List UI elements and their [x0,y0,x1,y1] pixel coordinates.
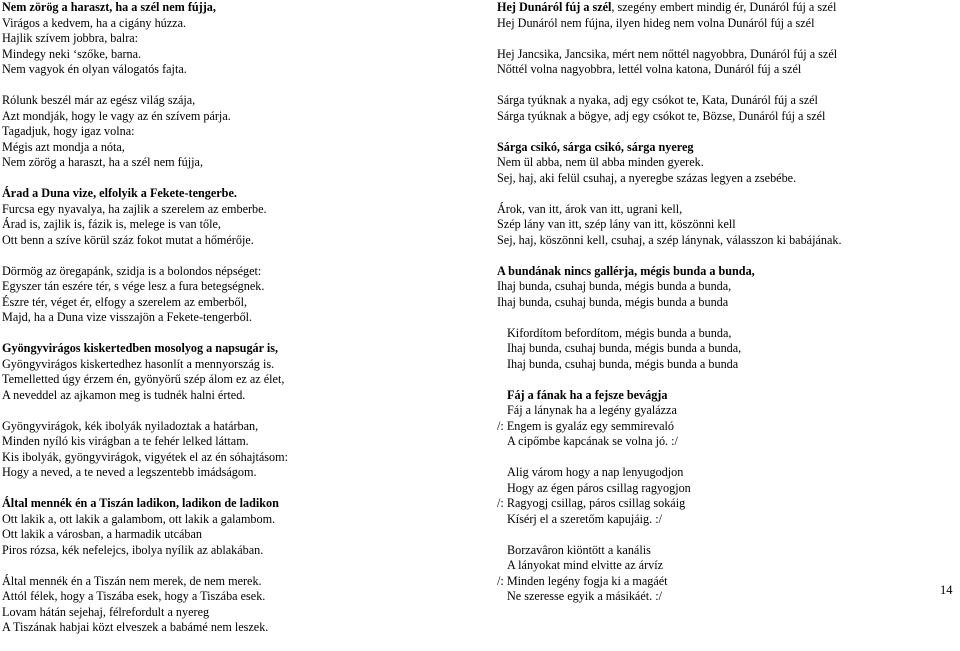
verse-line: Nőttél volna nagyobbra, lettél volna katona, Dunáról fúj a szél [497,62,802,76]
verse-line: Hej Dunáról nem fújna, ilyen hideg nem volna Dunáról fúj a szél [497,15,815,30]
verse-line: Által mennék én a Tiszán nem merek, de nem merek. [2,573,262,588]
verse-line: Hej Jancsika, Jancsika, mért nem nőttél nagyobbra, Dunáról fúj a szél [497,46,838,61]
verse-line: A Tiszának habjai közt elveszek a babámé nem leszek. [2,620,269,634]
verse-line: Sárga csikó, sárga csikó, sárga nyereg [497,139,694,154]
stanza [2,264,472,326]
stanza [497,543,957,605]
verse-line: Gyöngyvirágok, kék ibolyák nyiladoztak a határban, [2,418,259,433]
right-column [497,0,957,620]
verse-line: Ihaj bunda, csuhaj bunda, mégis bunda a bunda, [507,341,742,355]
verse-line: Sej, haj, aki felül csuhaj, a nyeregbe százas legyen a zsebébe. [497,170,797,185]
verse-line: A cipőmbe kapcának se volna jó. :/ [507,434,678,448]
verse-line: Minden nyíló kis virágban a te fehér lelked láttam. [2,434,249,448]
verse-line: Ihaj bunda, csuhaj bunda, mégis bunda a bunda, [497,279,732,293]
verse-line: Sej, haj, köszönni kell, csuhaj, a szép lánynak, válasszon ki babájának. [497,232,842,247]
verse-line: Lovam hátán sejehaj, félrefordult a nyereg [2,604,210,619]
verse-line: Virágos a kedvem, ha a cigány húzza. [2,15,187,30]
verse-line: Fáj a fának ha a fejsze bevágja [507,387,668,402]
verse-line: Kis ibolyák, gyöngyvirágok, vigyétek el az én sóhajtásom: [2,449,289,464]
verse-line: /: Minden legény fogja ki a magáét [497,573,668,588]
verse-line: Mégis azt mondja a nóta, [2,139,125,154]
verse-line: Kifordítom befordítom, mégis bunda a bunda, [507,325,732,340]
verse-line-rest: , szegény embert mindig ér, Dunáról fúj a szél [611,0,837,14]
verse-line: Árad a Duna vize, elfolyik a Fekete-tengerbe. [2,186,237,200]
verse-line: A neveddel az ajkamon meg is tudnék halni érted. [2,387,246,402]
verse-line: Temelletted úgy érzem én, gyönyörű szép álom ez az élet, [2,372,285,386]
verse-line: A bundának nincs gallérja, mégis bunda a bunda, [497,263,755,278]
page-number: 14 [940,583,953,597]
verse-line: /: Ragyogj csillag, páros csillag sokáig [497,496,686,510]
verse-line: Ihaj bunda, csuhaj bunda, mégis bunda a bunda [507,356,739,371]
verse-line: Fáj a lánynak ha a legény gyalázza [507,403,677,417]
verse-line: Kísérj el a szeretőm kapujáig. :/ [507,511,662,526]
verse-line: Gyöngyvirágos kiskertedben mosolyog a napsugár is, [2,341,279,355]
stanza [2,93,472,171]
stanza [497,465,957,527]
stanza [497,47,957,78]
verse-line: Ne szeresse egyik a másikáét. :/ [507,589,662,603]
stanza [2,574,472,636]
verse-line: Nem zörög a haraszt, ha a szél nem fújja, [2,155,204,169]
stanza [2,0,472,78]
stanza [2,419,472,481]
verse-line: Ott benn a szíve körül száz fokot mutat a hőmérője. [2,232,254,247]
stanza [2,341,472,403]
left-column [2,0,472,651]
verse-line: Hogy az égen páros csillag ragyogjon [507,480,691,495]
verse-line: Szép lány van itt, szép lány van itt, köszönni kell [497,217,736,231]
verse-line: Által mennék én a Tiszán ladikon, ladikon de ladikon [2,496,279,510]
verse-line: Gyöngyvirágos kiskertedhez hasonlít a mennyország is. [2,356,275,371]
verse-line: A lányokat mind elvitte az árvíz [507,558,664,572]
verse-line: Majd, ha a Duna vize visszajön a Fekete-tengerből. [2,310,253,324]
verse-line: Ott lakik a városban, a harmadik utcában [2,527,203,541]
verse-line: Nem zörög a haraszt, ha a szél nem fújja, [2,0,216,14]
verse-line: Sárga tyúknak a bögye, adj egy csókot te, Bözse, Dunáról fúj a szél [497,108,826,123]
stanza [497,0,957,31]
verse-line: Borzavâron kiöntött a kanális [507,542,651,557]
stanza [2,496,472,558]
verse-line [497,0,957,16]
verse-line: Ihaj bunda, csuhaj bunda, mégis bunda a bunda [497,294,729,309]
verse-line: Rólunk beszél már az egész világ szája, [2,93,196,107]
stanza [497,140,957,187]
stanza [497,388,957,450]
stanza [497,326,957,373]
verse-line: Tagadjuk, hogy igaz volna: [2,124,135,138]
verse-line: Árad is, zajlik is, fázik is, melege is van tőle, [2,217,221,231]
verse-line: Furcsa egy nyavalya, ha zajlik a szerelem az emberbe. [2,201,267,216]
stanza [497,264,957,311]
verse-line: Mindegy neki ‘szőke, barna. [2,46,142,61]
verse-line: Nem ül abba, nem ül abba minden gyerek. [497,155,704,169]
verse-line: Sárga tyúknak a nyaka, adj egy csókot te, Kata, Dunáról fúj a szél [497,93,818,107]
verse-line: Azt mondják, hogy le vagy az én szívem párja. [2,108,231,123]
verse-line: Árok, van itt, árok van itt, ugrani kell, [497,201,683,216]
stanza [2,186,472,248]
verse-line: Dörmög az öregapánk, szidja is a bolondos népséget: [2,263,262,278]
verse-line: Alig várom hogy a nap lenyugodjon [507,465,684,479]
verse-line: /: Engem is gyaláz egy semmirevaló [497,418,675,433]
verse-line: Hajlik szívem jobbra, balra: [2,31,139,45]
verse-line: Észre tér, véget ér, elfogy a szerelem az emberből, [2,294,248,309]
stanza [497,93,957,124]
verse-line: Piros rózsa, kék nefelejcs, ibolya nyílik az ablakában. [2,542,264,557]
verse-line-bold-part: Hej Dunáról fúj a szél [497,0,612,14]
verse-line: Attól félek, hogy a Tiszába esek, hogy a Tiszába esek. [2,589,266,603]
verse-line: Nem vagyok én olyan válogatós fajta. [2,62,187,76]
verse-line: Hogy a neved, a te neved a legszentebb imádságom. [2,465,257,479]
verse-line: Ott lakik a, ott lakik a galambom, ott lakik a galambom. [2,511,276,526]
stanza [497,202,957,249]
verse-line: Egyszer tán eszére tér, s vége lesz a fura betegségnek. [2,279,265,293]
